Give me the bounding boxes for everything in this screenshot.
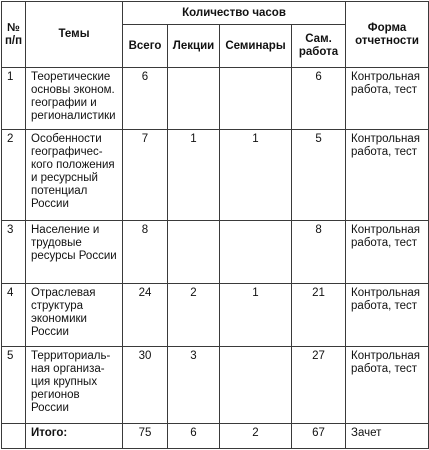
row-topic: Отраслевая структура экономики России [26, 284, 123, 347]
row-lectures [168, 68, 220, 130]
table-row [2, 130, 429, 221]
row-num: 1 [2, 68, 26, 130]
row-self-work: 6 [292, 68, 346, 130]
row-lectures: 2 [168, 284, 220, 347]
header-num: № п/п [2, 2, 26, 68]
row-num: 3 [2, 221, 26, 284]
row-seminars [220, 347, 292, 424]
header-topics: Темы [26, 2, 123, 68]
header-lectures: Лекции [168, 25, 220, 68]
total-row-total: 75 [123, 424, 168, 449]
row-total: 6 [123, 68, 168, 130]
row-topic: Особенности географичес- кого положения и ресурсный потенциал России [26, 130, 123, 221]
row-num: 4 [2, 284, 26, 347]
row-total: 24 [123, 284, 168, 347]
table-row [2, 68, 429, 130]
row-topic: Территориаль- ная организа- ция крупных регионов России [26, 347, 123, 424]
header-total: Всего [123, 25, 168, 68]
row-lectures: 3 [168, 347, 220, 424]
total-row-lectures: 6 [168, 424, 220, 449]
row-self-work: 5 [292, 130, 346, 221]
row-self-work: 27 [292, 347, 346, 424]
row-total: 8 [123, 221, 168, 284]
row-form: Контрольная работа, тест [346, 347, 429, 424]
hours-table [1, 1, 429, 449]
row-form: Контрольная работа, тест [346, 68, 429, 130]
total-row-label: Итого: [26, 424, 123, 449]
header-seminars: Семинары [220, 25, 292, 68]
row-total: 7 [123, 130, 168, 221]
row-seminars [220, 221, 292, 284]
row-self-work: 21 [292, 284, 346, 347]
header-self-work: Сам. работа [292, 25, 346, 68]
row-form: Контрольная работа, тест [346, 130, 429, 221]
total-row-num-cell [2, 424, 26, 449]
row-num: 5 [2, 347, 26, 424]
row-form: Контрольная работа, тест [346, 221, 429, 284]
table-row [2, 221, 429, 284]
total-row-self-work: 67 [292, 424, 346, 449]
row-topic: Население и трудовые ресурсы России [26, 221, 123, 284]
header-hours-group: Количество часов [123, 2, 346, 25]
total-row-form: Зачет [346, 424, 429, 449]
row-seminars: 1 [220, 130, 292, 221]
row-self-work: 8 [292, 221, 346, 284]
total-row [2, 424, 429, 449]
table-row [2, 284, 429, 347]
row-total: 30 [123, 347, 168, 424]
header-report-form: Форма отчетности [346, 2, 429, 68]
total-row-seminars: 2 [220, 424, 292, 449]
row-lectures [168, 221, 220, 284]
table-row [2, 347, 429, 424]
row-seminars [220, 68, 292, 130]
row-seminars: 1 [220, 284, 292, 347]
row-topic: Теоретические основы эконом. географии и регионалистики [26, 68, 123, 130]
row-lectures: 1 [168, 130, 220, 221]
row-form: Контрольная работа, тест [346, 284, 429, 347]
row-num: 2 [2, 130, 26, 221]
